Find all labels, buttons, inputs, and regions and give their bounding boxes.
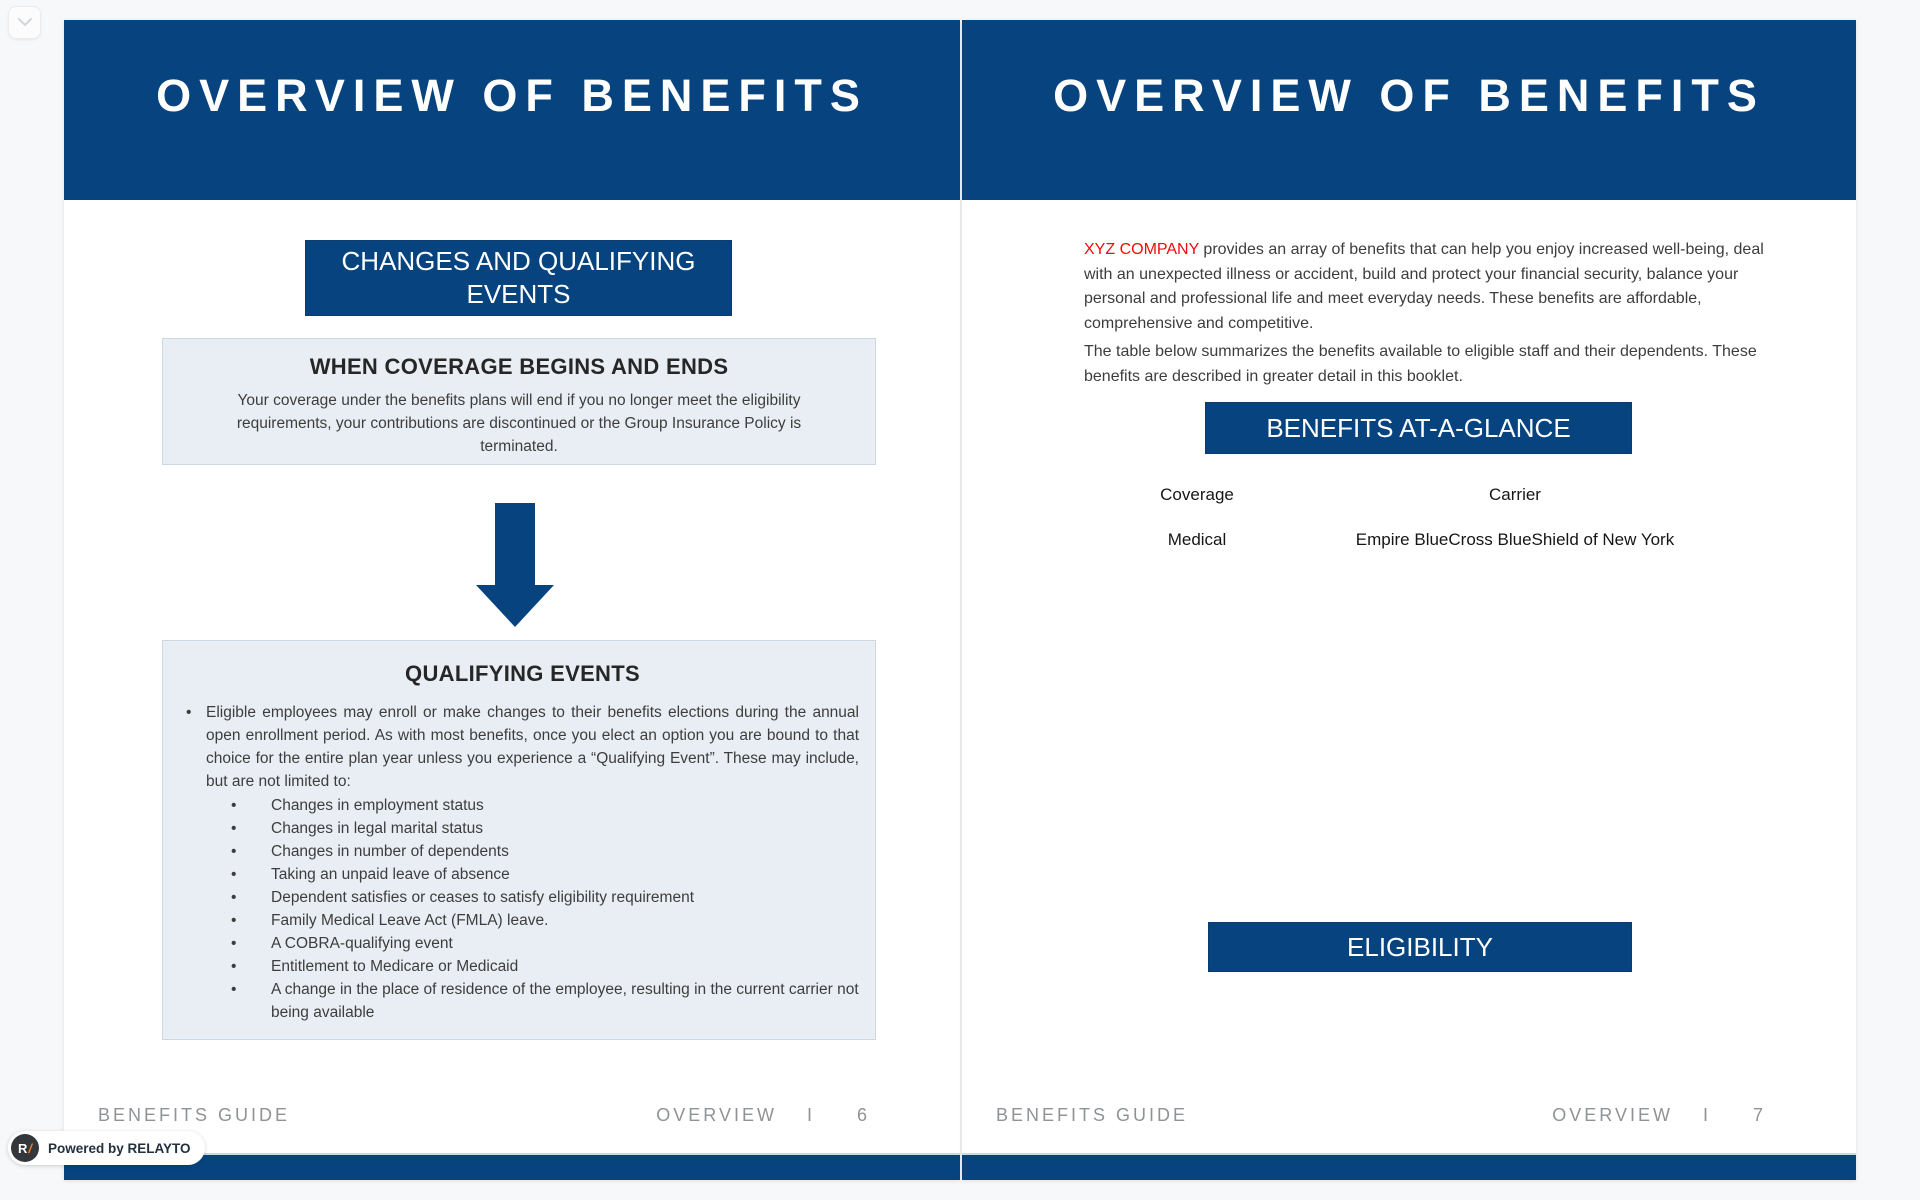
list-item <box>186 794 859 817</box>
list-item <box>186 955 859 978</box>
company-name-highlight: XYZ COMPANY <box>1084 241 1199 258</box>
footer-page-number: 7 <box>1752 1104 1763 1125</box>
page-footer <box>996 1103 1763 1127</box>
bullet-icon: • <box>231 981 237 998</box>
table-header-row <box>962 485 1856 509</box>
section-chip-eligibility: ELIGIBILITY <box>1208 922 1632 972</box>
page-header-banner <box>64 20 960 200</box>
footer-doc-title: BENEFITS GUIDE <box>98 1104 291 1125</box>
bullet-icon: • <box>231 866 237 883</box>
list-item-text: Dependent satisfies or ceases to satisfy eligibility requirement <box>271 889 695 906</box>
table-row <box>962 530 1856 554</box>
list-item <box>186 978 859 1024</box>
footer-separator: I <box>1702 1104 1711 1125</box>
list-item-text: Changes in legal marital status <box>271 820 483 837</box>
coverage-box-body: Your coverage under the benefits plans will end if you no longer meet the eligibility requirements, your contributions are discontinued or the Group Insurance Policy is terminated. <box>236 392 802 455</box>
bullet-icon: • <box>231 935 237 952</box>
bullet-icon: • <box>231 843 237 860</box>
qualifying-events-box <box>162 640 876 1040</box>
list-item-text: Changes in number of dependents <box>271 843 509 860</box>
collapse-button[interactable] <box>8 6 41 39</box>
cell-coverage: Medical <box>1167 530 1227 549</box>
footer-separator: I <box>806 1104 815 1125</box>
footer-section: OVERVIEW <box>1552 1104 1673 1125</box>
coverage-begins-ends-box <box>162 338 876 465</box>
qualifying-box-heading: QUALIFYING EVENTS <box>405 661 640 686</box>
section-chip-changes-and-qualifying-events: CHANGES AND QUALIFYING EVENTS <box>305 240 732 316</box>
footer-page-number: 6 <box>856 1104 867 1125</box>
bullet-icon: • <box>231 958 237 975</box>
relayto-logo-icon: R / <box>11 1134 39 1162</box>
bullet-icon: • <box>231 912 237 929</box>
page-title: OVERVIEW OF BENEFITS <box>156 70 868 121</box>
powered-by-label: Powered by RELAYTO <box>48 1140 191 1156</box>
list-item <box>186 863 859 886</box>
page-header-banner <box>962 20 1856 200</box>
list-item <box>186 909 859 932</box>
list-item <box>186 932 859 955</box>
list-item-text: A change in the place of residence of the employee, resulting in the current carrier not being available <box>271 981 859 1021</box>
qualifying-events-list <box>186 794 859 1024</box>
bullet-icon: • <box>231 889 237 906</box>
list-item <box>186 886 859 909</box>
coverage-box-heading: WHEN COVERAGE BEGINS AND ENDS <box>309 354 729 379</box>
list-item-text: Family Medical Leave Act (FMLA) leave. <box>271 912 549 929</box>
bullet-icon: • <box>231 797 237 814</box>
qualifying-intro-text: Eligible employees may enroll or make changes to their benefits elections during the annual open enrollment period. As with most benefits, once you elect an option you are bound to that choice for the entire plan year unless you experience a “Qualifying Event”. These may include, but are not limited to: <box>206 704 859 790</box>
chevron-down-icon <box>17 15 33 30</box>
bullet-icon: • <box>186 704 192 721</box>
document-page-right <box>962 20 1856 1180</box>
list-item-text: Entitlement to Medicare or Medicaid <box>271 958 519 975</box>
powered-by-relayto-badge[interactable] <box>8 1131 205 1165</box>
page-footer <box>98 1103 867 1127</box>
list-item-text: A COBRA-qualifying event <box>271 935 453 952</box>
benefits-intro-text: provides an array of benefits that can help you enjoy increased well-being, deal with an unexpected illness or accident, build and protect your financial security, balance your personal and professional life and meet everyday needs. These benefits are affordable, comprehensive and competitive. <box>1084 241 1764 332</box>
cell-carrier: Empire BlueCross BlueShield of New York <box>1355 530 1675 549</box>
page-title: OVERVIEW OF BENEFITS <box>1053 70 1765 121</box>
list-item <box>186 817 859 840</box>
down-arrow-icon <box>476 503 554 632</box>
list-item <box>186 840 859 863</box>
column-header-coverage: Coverage <box>1160 485 1234 504</box>
qualifying-intro-bullet <box>186 701 859 793</box>
bullet-icon: • <box>231 820 237 837</box>
document-page-left <box>64 20 960 1180</box>
benefits-glance-table <box>962 485 1856 554</box>
column-header-carrier: Carrier <box>1489 485 1541 504</box>
page-bottom-bar <box>962 1153 1856 1180</box>
list-item-text: Taking an unpaid leave of absence <box>271 866 510 883</box>
list-item-text: Changes in employment status <box>271 797 484 814</box>
table-summary-paragraph: The table below summarizes the benefits available to eligible staff and their dependents. These benefits are described in greater detail in this booklet. <box>1084 343 1757 385</box>
benefits-intro-paragraph <box>1084 238 1796 336</box>
footer-section: OVERVIEW <box>656 1104 777 1125</box>
section-chip-benefits-at-a-glance: BENEFITS AT-A-GLANCE <box>1205 402 1632 454</box>
footer-doc-title: BENEFITS GUIDE <box>996 1104 1189 1125</box>
